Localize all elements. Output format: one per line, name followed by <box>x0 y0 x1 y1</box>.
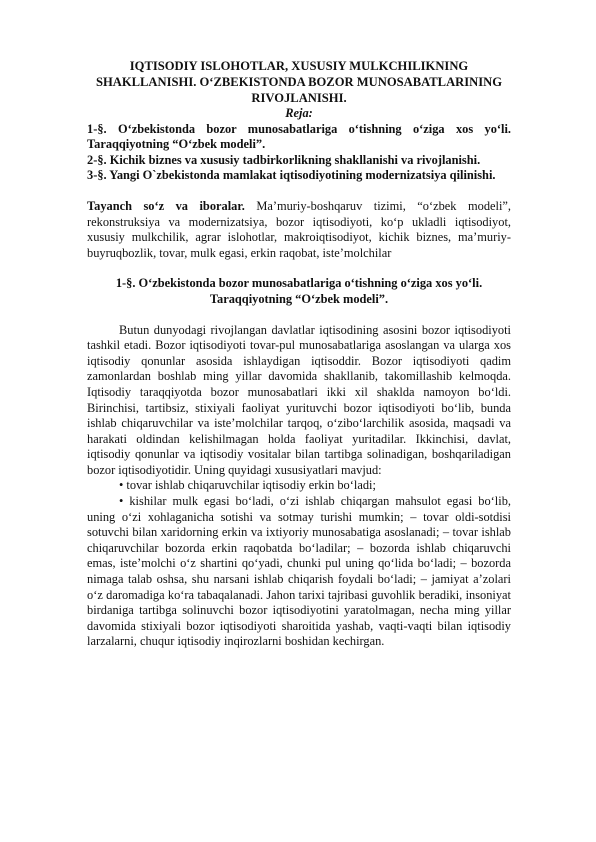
plan-item-3: 3-§. Yangi O`zbekistonda mamlakat iqtisodiyotining modernizatsiya qilinishi. <box>87 168 496 183</box>
spacer <box>87 261 511 276</box>
plan-item-1: 1-§. O‘zbekistonda bozor munosabatlariga o‘tishning o‘ziga xos yo‘li. Taraqqiyotning “O‘zbek modeli”. <box>87 121 511 152</box>
section-title-line-1: 1-§. O‘zbekistonda bozor munosabatlariga o‘tishning o‘ziga xos yo‘li. <box>115 276 483 291</box>
bullet-item-1: • tovar ishlab chiqaruvchilar iqtisodiy erkin bo‘ladi; <box>119 478 376 493</box>
plan-heading: Reja: <box>285 106 313 120</box>
bullet-item-2: • kishilar mulk egasi bo‘ladi, o‘zi ishlab chiqargan mahsulot egasi bo‘lib, uning o‘zi xohlaganicha sotishi va sotmay turishi mumkin; – tovar oldi-sotdisi sotuvchi bilan xaridorning erkin va ixtiyoriy munosabatiga asoslanadi; – tovar ishlab chiqaruvchilar bozorda erkin raqobatda bo‘ladilar; – bozorda ishlab chiqaruvchi emas, iste’molchi o‘z shartini qo‘yadi, chunki pul uning qo‘lida bo‘ladi; – bozorda nimaga talab oshsa, shu narsani ishlab chiqarish foydali bo‘ladi; – jamiyat a’zolari o‘z daromadiga ko‘ra tabaqalanadi. Jahon tarixi tajribasi guvohlik beradiki, insoniyat birdaniga tartibga solinuvchi bozor iqtisodiyotini yaratolmagan, necha ming yillar davomida stixiyali bozor iqtisodiyoti sharoitida yashab, vaqti-vaqti bilan iqtisodiy larzalarni, chuqur iqtisodiy inqirozlarni boshidan kechirgan. <box>87 494 511 649</box>
document-page <box>87 58 511 650</box>
body-paragraph: Butun dunyodagi rivojlangan davlatlar iqtisodining asosini bozor iqtisodiyoti tashkil etadi. Bozor iqtisodiyoti tovar-pul munosabatlariga asoslangan va ularga xos iqtisodiy qonunlar asosida ishlaydigan iqtisoddir. Bozor iqtisodiyoti qadim zamonlardan boshlab ming yillar davomida shakllanib, takomillashib kelmoqda. Iqtisodiy taraqqiyotda bozor munosabatlari ikki xil shaklda namoyon bo‘ldi. Birinchisi, tartibsiz, stixiyali faoliyat yurituvchi bozor iqtisodiyoti bo‘lib, bunda ishlab chiqaruvchilar va iste’molchilar tarqoq, o‘zibo‘larchilik asosida, maqsadi va harakati oldindan kelishilmagan holda faoliyat yuritadilar. Ikkinchisi, davlat, iqtisodiy qonunlar va iqtisodiy vositalar bilan tartibga solinadigan, boshqariladigan bozor iqtisodiyotidir. Uning quyidagi xususiyatlari mavjud: <box>87 322 511 477</box>
keywords-text: Ma’muriy-boshqaruv tizimi, “o‘zbek modeli”, rekonstruksiya va modernizatsiya, bozor iqtisodiyoti, ko‘p ukladli iqtisodiyot, xususiy mulkchilik, agrar islohotlar, makroiqtisodiyot, kichik biznes, ma’muriy-buyruqbozlik, tovar, mulk egasi, erkin raqobat, iste’molchilar <box>87 198 511 260</box>
section-title <box>87 276 511 307</box>
spacer <box>87 308 511 323</box>
document-title: IQTISODIY ISLOHOTLAR, XUSUSIY MULKCHILIKNING SHAKLLANISHI. O‘ZBEKISTONDA BOZOR MUNOSABATLARINING RIVOJLANISHI. <box>95 59 503 105</box>
keywords-paragraph <box>87 199 511 261</box>
spacer <box>87 184 511 199</box>
plan-item-2: 2-§. Kichik biznes va xususiy tadbirkorlikning shakllanishi va rivojlanishi. <box>87 152 481 167</box>
keywords-label: Tayanch so‘z va iboralar. <box>87 198 245 213</box>
section-title-line-2: Taraqqiyotning “O‘zbek modeli”. <box>209 291 389 306</box>
